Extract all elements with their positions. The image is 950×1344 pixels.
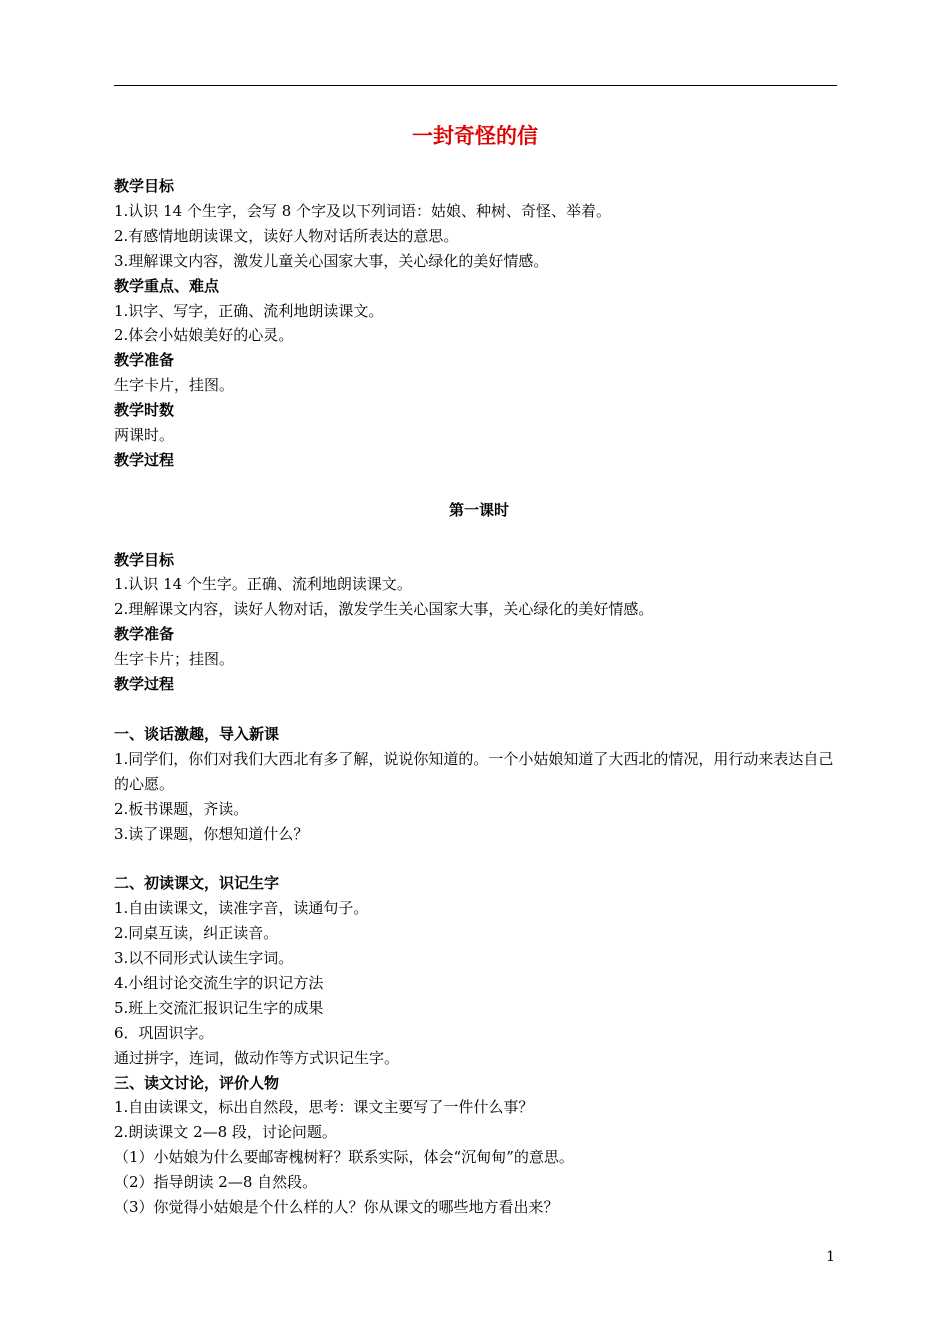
lesson-heading: 第一课时 xyxy=(448,500,509,519)
paragraph-line: 两课时。 xyxy=(114,426,175,445)
paragraph-line: 通过拼字，连词，做动作等方式识记生字。 xyxy=(114,1048,400,1067)
paragraph-line: 1.自由读课文，标出自然段，思考：课文主要写了一件什么事？ xyxy=(114,1098,534,1117)
paragraph-line: 生字卡片；挂图。 xyxy=(114,650,235,669)
header-rule xyxy=(114,85,837,86)
paragraph-line: 5.班上交流汇报识记生字的成果 xyxy=(114,998,324,1017)
paragraph-line: 3.以不同形式认读生字词。 xyxy=(114,949,294,968)
spacer xyxy=(114,473,844,498)
section-heading: 教学准备 xyxy=(114,625,175,644)
section-heading: 一、谈话激趣，导入新课 xyxy=(114,724,280,743)
paragraph-line: 1.识字、写字，正确、流利地朗读课文。 xyxy=(114,301,384,320)
spacer xyxy=(114,697,844,722)
paragraph-line: 4.小组讨论交流生字的识记方法 xyxy=(114,973,324,992)
document-body xyxy=(114,174,844,1220)
paragraph-line: 3.读了课题，你想知道什么？ xyxy=(114,824,309,843)
document-title: 一封奇怪的信 xyxy=(412,124,538,148)
section-heading: 教学目标 xyxy=(114,177,175,195)
paragraph-line: （3）你觉得小姑娘是个什么样的人？你从课文的哪些地方看出来？ xyxy=(114,1198,559,1217)
paragraph-line: 1.认识 14 个生字，会写 8 个字及以下列词语：姑娘、种树、奇怪、举着。 xyxy=(114,201,612,220)
spacer xyxy=(114,846,844,871)
paragraph-line: 1.自由读课文，读准字音，读通句子。 xyxy=(114,899,369,918)
page-number: 1 xyxy=(826,1249,835,1265)
paragraph-line: 1.同学们，你们对我们大西北有多了解，说说你知道的。一个小姑娘知道了大西北的情况，用行动来表达自己的心愿。 xyxy=(114,749,834,793)
section-heading: 教学目标 xyxy=(114,550,175,569)
section-heading: 教学时数 xyxy=(114,401,175,420)
paragraph-line: 2.有感情地朗读课文，读好人物对话所表达的意思。 xyxy=(114,226,459,245)
section-heading: 教学重点、难点 xyxy=(114,276,220,295)
paragraph-line: （2）指导朗读 2—8 自然段。 xyxy=(114,1173,318,1192)
section-heading: 教学过程 xyxy=(114,675,175,694)
section-heading: 三、读文讨论，评价人物 xyxy=(114,1073,280,1092)
paragraph-line: 2.朗读课文 2—8 段，讨论问题。 xyxy=(114,1123,337,1142)
section-heading: 二、初读课文，识记生字 xyxy=(114,874,280,893)
paragraph-line: 2.板书课题，齐读。 xyxy=(114,799,249,818)
section-heading: 教学过程 xyxy=(114,450,175,469)
paragraph-line: 生字卡片，挂图。 xyxy=(114,376,235,395)
paragraph-line: 1.认识 14 个生字。正确、流利地朗读课文。 xyxy=(114,575,412,594)
paragraph-line: 3.理解课文内容，激发儿童关心国家大事，关心绿化的美好情感。 xyxy=(114,251,549,270)
paragraph-line: 2.同桌互读，纠正读音。 xyxy=(114,924,279,943)
spacer xyxy=(114,523,844,548)
paragraph-line: 2.理解课文内容，读好人物对话，激发学生关心国家大事，关心绿化的美好情感。 xyxy=(114,600,654,619)
paragraph-line: （1）小姑娘为什么要邮寄槐树籽？联系实际，体会“沉甸甸”的意思。 xyxy=(114,1148,574,1167)
section-heading: 教学准备 xyxy=(114,351,175,370)
paragraph-line: 6．巩固识字。 xyxy=(114,1023,214,1042)
paragraph-line: 2.体会小姑娘美好的心灵。 xyxy=(114,326,294,345)
